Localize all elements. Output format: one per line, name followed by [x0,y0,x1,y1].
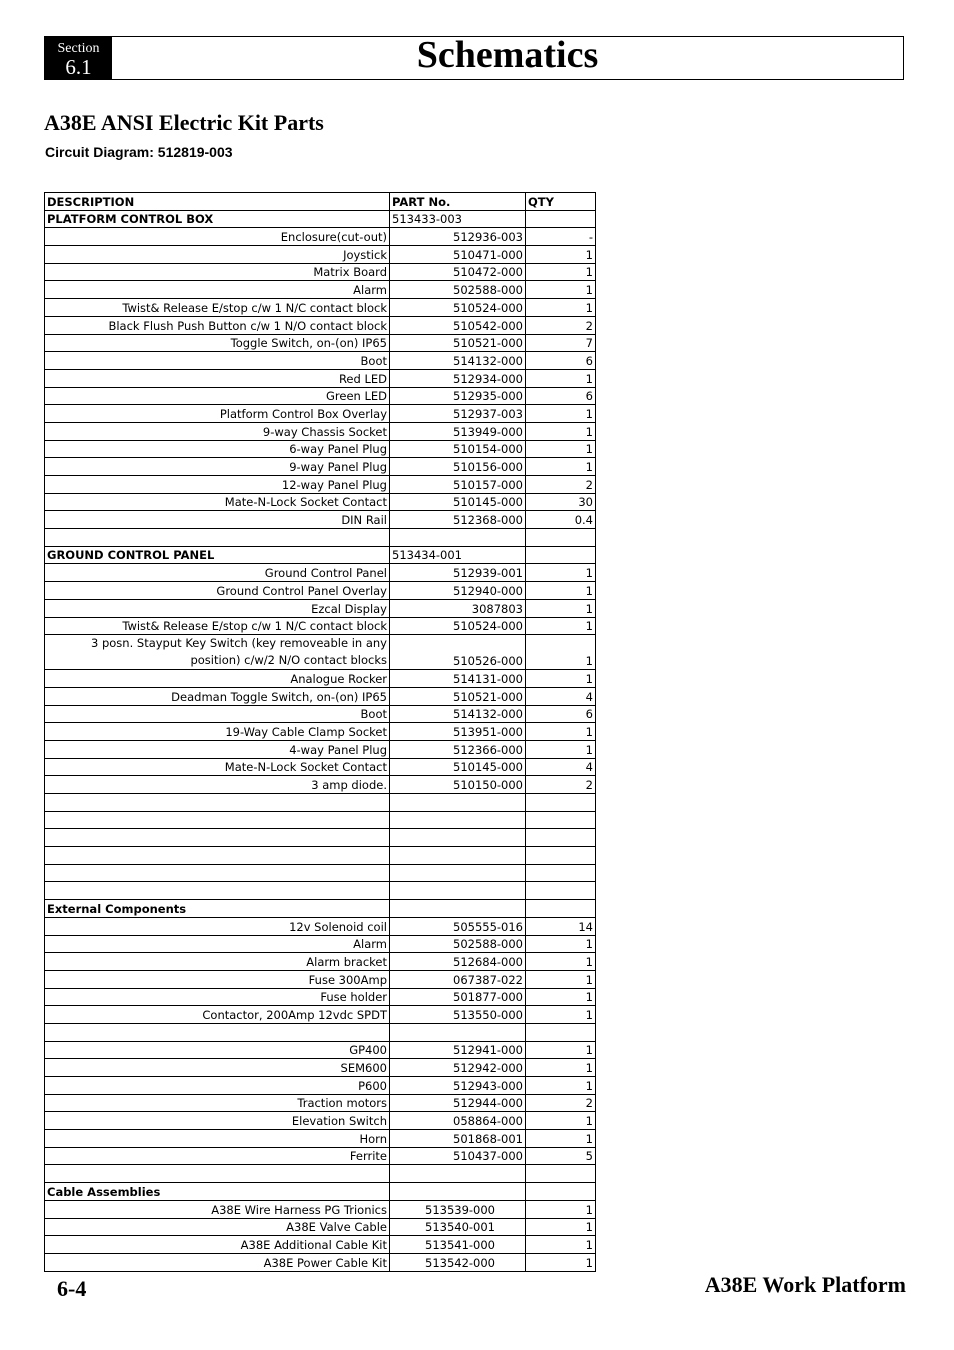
part-number-cell [390,882,526,900]
section-label: Section [57,41,100,56]
quantity-cell: 1 [526,564,596,582]
table-row [45,369,596,387]
part-number-cell: 512368-000 [390,511,526,529]
table-row [45,1236,596,1254]
table-row [45,511,596,529]
part-number-cell: 513434-001 [390,546,526,564]
table-row [45,352,596,370]
description-cell: Traction motors [45,1094,390,1112]
table-row [45,953,596,971]
part-number-cell: 510526-000 [390,635,526,670]
part-number-cell: 510145-000 [390,493,526,511]
quantity-cell: 1 [526,1059,596,1077]
table-row [45,1094,596,1112]
description-cell: GROUND CONTROL PANEL [45,546,390,564]
part-number-cell [390,1183,526,1201]
quantity-cell: 6 [526,387,596,405]
description-cell: Red LED [45,369,390,387]
quantity-cell: 1 [526,1006,596,1024]
table-group-row [45,900,596,918]
table-row [45,422,596,440]
quantity-cell: 4 [526,758,596,776]
part-number-cell: 058864-000 [390,1112,526,1130]
table-row [45,970,596,988]
page-title: Schematics [416,34,599,76]
quantity-cell: 2 [526,316,596,334]
table-row [45,1041,596,1059]
part-number-cell: 512941-000 [390,1041,526,1059]
description-cell: A38E Additional Cable Kit [45,1236,390,1254]
description-cell: Contactor, 200Amp 12vdc SPDT [45,1006,390,1024]
part-number-cell: 512934-000 [390,369,526,387]
table-blank-row [45,864,596,882]
table-row [45,564,596,582]
part-number-cell: 512939-001 [390,564,526,582]
table-row [45,617,596,635]
description-cell: Joystick [45,246,390,264]
quantity-cell: 1 [526,617,596,635]
quantity-cell [526,1183,596,1201]
description-cell: Alarm [45,935,390,953]
quantity-cell: - [526,228,596,246]
part-number-cell: 513951-000 [390,723,526,741]
quantity-cell: 4 [526,687,596,705]
table-row [45,476,596,494]
quantity-cell: 1 [526,1130,596,1148]
table-blank-row [45,529,596,547]
quantity-cell: 1 [526,1077,596,1095]
description-cell: Black Flush Push Button c/w 1 N/O contact block [45,316,390,334]
description-cell: 3 amp diode. [45,776,390,794]
description-cell: Mate-N-Lock Socket Contact [45,758,390,776]
table-row [45,670,596,688]
quantity-cell: 1 [526,1236,596,1254]
description-cell: Matrix Board [45,263,390,281]
column-header-quantity: QTY [526,193,596,211]
part-number-cell: 513550-000 [390,1006,526,1024]
table-group-row [45,546,596,564]
quantity-cell: 1 [526,1218,596,1236]
quantity-cell: 6 [526,705,596,723]
part-number-cell [390,900,526,918]
description-cell: Enclosure(cut-out) [45,228,390,246]
table-row [45,1059,596,1077]
part-number-cell: 512366-000 [390,740,526,758]
part-number-cell: 510521-000 [390,334,526,352]
description-cell [45,882,390,900]
quantity-cell [526,864,596,882]
description-cell: A38E Power Cable Kit [45,1253,390,1271]
section-tab [45,37,112,79]
description-cell: 12-way Panel Plug [45,476,390,494]
quantity-cell: 1 [526,953,596,971]
part-number-cell: 512684-000 [390,953,526,971]
table-row [45,635,596,670]
quantity-cell: 1 [526,582,596,600]
part-number-cell: 510157-000 [390,476,526,494]
description-cell: Boot [45,352,390,370]
part-number-cell: 513541-000 [390,1236,526,1254]
quantity-cell: 1 [526,440,596,458]
table-group-row [45,210,596,228]
part-number-cell: 510150-000 [390,776,526,794]
table-blank-row [45,1023,596,1041]
part-number-cell: 512942-000 [390,1059,526,1077]
quantity-cell: 1 [526,422,596,440]
table-blank-row [45,1165,596,1183]
part-number-cell: 513433-003 [390,210,526,228]
description-cell: DIN Rail [45,511,390,529]
part-number-cell: 513949-000 [390,422,526,440]
quantity-cell [526,900,596,918]
table-row [45,1006,596,1024]
table-blank-row [45,811,596,829]
part-number-cell: 510156-000 [390,458,526,476]
table-row [45,988,596,1006]
table-row [45,917,596,935]
table-row [45,1077,596,1095]
part-number-cell: 510154-000 [390,440,526,458]
table-row [45,493,596,511]
quantity-cell [526,794,596,812]
part-number-cell: 512944-000 [390,1094,526,1112]
table-row [45,299,596,317]
description-cell: 3 posn. Stayput Key Switch (key removeable in any position) c/w/2 N/O contact blocks [45,635,390,670]
part-number-cell: 067387-022 [390,970,526,988]
table-row [45,263,596,281]
part-number-cell: 512936-003 [390,228,526,246]
part-number-cell: 510437-000 [390,1147,526,1165]
description-cell: Green LED [45,387,390,405]
description-cell: Platform Control Box Overlay [45,405,390,423]
quantity-cell: 2 [526,1094,596,1112]
part-number-cell: 510521-000 [390,687,526,705]
table-group-row [45,1183,596,1201]
table-row [45,599,596,617]
description-cell [45,847,390,865]
quantity-cell [526,546,596,564]
part-number-cell: 510472-000 [390,263,526,281]
description-cell [45,529,390,547]
table-row [45,440,596,458]
part-number-cell: 502588-000 [390,281,526,299]
description-cell: PLATFORM CONTROL BOX [45,210,390,228]
table-row [45,1112,596,1130]
part-number-cell [390,1165,526,1183]
page-number: 6-4 [57,1276,87,1301]
part-number-cell: 502588-000 [390,935,526,953]
description-cell [45,864,390,882]
circuit-diagram-reference: Circuit Diagram: 512819-003 [45,144,233,160]
part-number-cell: 514132-000 [390,352,526,370]
quantity-cell: 1 [526,1200,596,1218]
quantity-cell: 2 [526,776,596,794]
description-cell: 9-way Panel Plug [45,458,390,476]
quantity-cell: 6 [526,352,596,370]
part-number-cell [390,829,526,847]
table-row [45,1130,596,1148]
quantity-cell: 1 [526,1112,596,1130]
table-row [45,740,596,758]
quantity-cell: 1 [526,369,596,387]
table-row [45,705,596,723]
description-cell: 6-way Panel Plug [45,440,390,458]
quantity-cell [526,882,596,900]
part-number-cell: 510524-000 [390,617,526,635]
quantity-cell: 1 [526,599,596,617]
table-blank-row [45,847,596,865]
part-number-cell: 512940-000 [390,582,526,600]
part-number-cell [390,1023,526,1041]
column-header-description: DESCRIPTION [45,193,390,211]
part-number-cell: 501877-000 [390,988,526,1006]
quantity-cell: 1 [526,635,596,670]
table-row [45,316,596,334]
quantity-cell: 1 [526,988,596,1006]
quantity-cell: 1 [526,935,596,953]
quantity-cell [526,1023,596,1041]
table-row [45,776,596,794]
table-row [45,387,596,405]
description-cell: Ground Control Panel Overlay [45,582,390,600]
quantity-cell [526,1165,596,1183]
quantity-cell [526,210,596,228]
description-cell [45,794,390,812]
description-cell: A38E Wire Harness PG Trionics [45,1200,390,1218]
quantity-cell: 2 [526,476,596,494]
quantity-cell [526,811,596,829]
description-cell: Cable Assemblies [45,1183,390,1201]
description-cell: Elevation Switch [45,1112,390,1130]
part-number-cell [390,811,526,829]
description-cell: Mate-N-Lock Socket Contact [45,493,390,511]
table-row [45,582,596,600]
table-row [45,1200,596,1218]
quantity-cell: 0.4 [526,511,596,529]
quantity-cell: 30 [526,493,596,511]
description-cell: External Components [45,900,390,918]
quantity-cell: 14 [526,917,596,935]
description-cell: Deadman Toggle Switch, on-(on) IP65 [45,687,390,705]
table-row [45,246,596,264]
page-header [44,36,904,80]
document-heading: A38E ANSI Electric Kit Parts [44,110,324,135]
part-number-cell: 510471-000 [390,246,526,264]
quantity-cell: 1 [526,723,596,741]
part-number-cell: 514131-000 [390,670,526,688]
part-number-cell: 501868-001 [390,1130,526,1148]
part-number-cell: 505555-016 [390,917,526,935]
part-number-cell [390,847,526,865]
description-cell: GP400 [45,1041,390,1059]
part-number-cell: 513540-001 [390,1218,526,1236]
section-number: 6.1 [65,55,92,79]
quantity-cell: 7 [526,334,596,352]
column-header-part-number: PART No. [390,193,526,211]
description-cell: Twist& Release E/stop c/w 1 N/C contact block [45,617,390,635]
description-cell: Ground Control Panel [45,564,390,582]
description-cell: 4-way Panel Plug [45,740,390,758]
description-cell: Ezcal Display [45,599,390,617]
description-cell: Fuse 300Amp [45,970,390,988]
description-cell [45,1165,390,1183]
description-cell: 19-Way Cable Clamp Socket [45,723,390,741]
description-cell: Toggle Switch, on-(on) IP65 [45,334,390,352]
part-number-cell: 512943-000 [390,1077,526,1095]
description-cell: Alarm [45,281,390,299]
table-row [45,334,596,352]
quantity-cell: 1 [526,670,596,688]
part-number-cell: 514132-000 [390,705,526,723]
quantity-cell: 1 [526,263,596,281]
quantity-cell [526,847,596,865]
quantity-cell [526,529,596,547]
quantity-cell: 5 [526,1147,596,1165]
description-cell: 12v Solenoid coil [45,917,390,935]
part-number-cell: 510542-000 [390,316,526,334]
table-row [45,458,596,476]
table-row [45,687,596,705]
quantity-cell: 1 [526,740,596,758]
part-number-cell: 510145-000 [390,758,526,776]
description-cell: P600 [45,1077,390,1095]
quantity-cell: 1 [526,458,596,476]
table-row [45,723,596,741]
table-row [45,1147,596,1165]
part-number-cell: 3087803 [390,599,526,617]
description-cell: Fuse holder [45,988,390,1006]
quantity-cell: 1 [526,970,596,988]
part-number-cell [390,864,526,882]
part-number-cell: 512937-003 [390,405,526,423]
description-cell: Twist& Release E/stop c/w 1 N/C contact block [45,299,390,317]
footer-product-name: A38E Work Platform [704,1272,906,1297]
description-cell: Analogue Rocker [45,670,390,688]
description-cell: Alarm bracket [45,953,390,971]
table-row [45,281,596,299]
table-blank-row [45,829,596,847]
description-cell [45,811,390,829]
quantity-cell: 1 [526,1253,596,1271]
quantity-cell: 1 [526,246,596,264]
description-cell: Ferrite [45,1147,390,1165]
part-number-cell: 512935-000 [390,387,526,405]
quantity-cell: 1 [526,405,596,423]
table-row [45,935,596,953]
table-blank-row [45,882,596,900]
description-cell: SEM600 [45,1059,390,1077]
quantity-cell: 1 [526,281,596,299]
part-number-cell: 513542-000 [390,1253,526,1271]
part-number-cell: 513539-000 [390,1200,526,1218]
table-row [45,405,596,423]
part-number-cell: 510524-000 [390,299,526,317]
description-cell: A38E Valve Cable [45,1218,390,1236]
description-cell [45,829,390,847]
table-header-row [45,193,596,211]
description-cell: Horn [45,1130,390,1148]
quantity-cell: 1 [526,1041,596,1059]
table-row [45,1253,596,1271]
parts-table [44,192,596,1272]
quantity-cell [526,829,596,847]
description-cell: Boot [45,705,390,723]
quantity-cell: 1 [526,299,596,317]
description-cell: 9-way Chassis Socket [45,422,390,440]
description-cell [45,1023,390,1041]
part-number-cell [390,529,526,547]
table-row [45,1218,596,1236]
part-number-cell [390,794,526,812]
table-row [45,228,596,246]
table-row [45,758,596,776]
table-blank-row [45,794,596,812]
